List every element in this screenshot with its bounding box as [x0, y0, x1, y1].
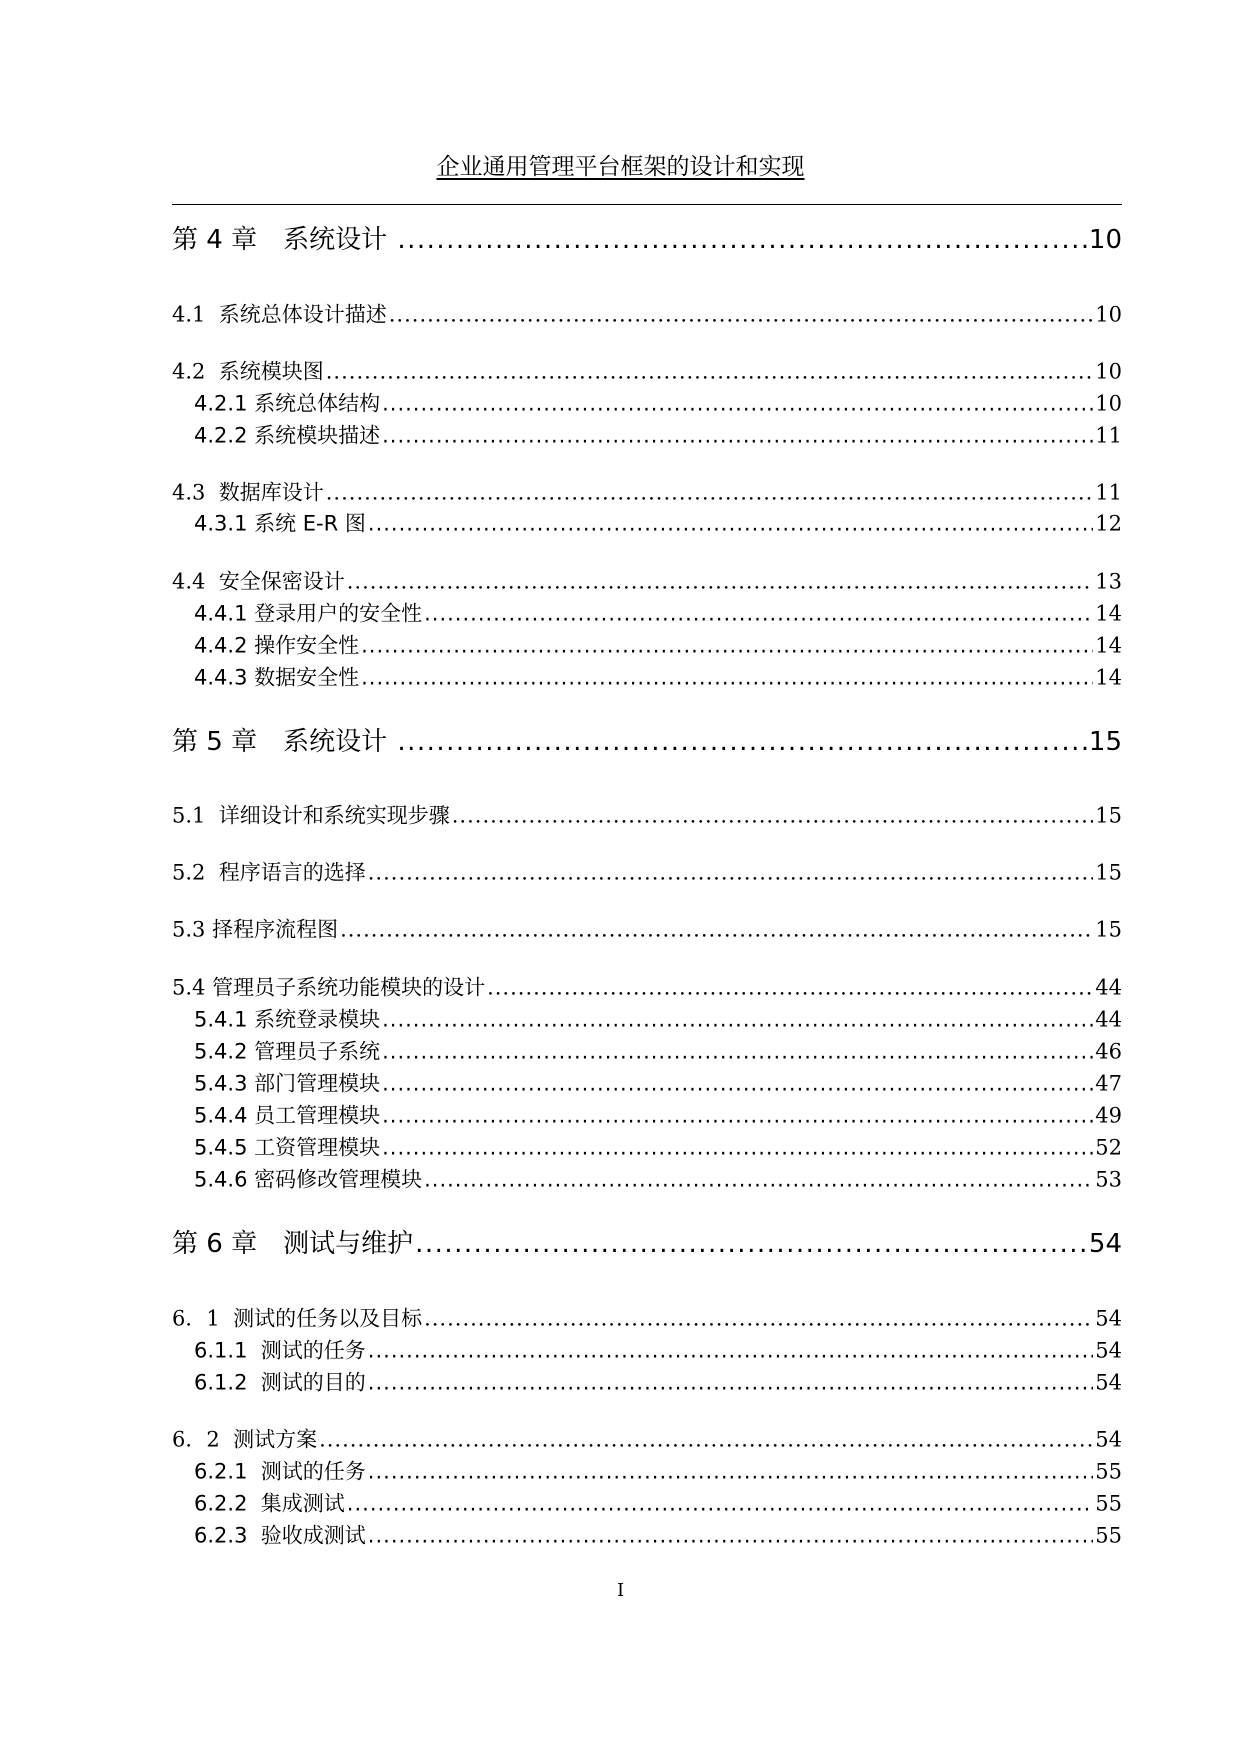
toc-entry-subsection[interactable] [172, 662, 1122, 692]
toc-entry-page-number: 54 [1095, 1370, 1122, 1395]
toc-entry-label: 6.2.2 集成测试 [194, 1491, 345, 1516]
toc-entry-subsection[interactable] [172, 598, 1122, 628]
toc-entry-label: 5.4.6 密码修改管理模块 [194, 1167, 423, 1192]
toc-entry-chapter[interactable] [172, 1223, 1122, 1260]
toc-entry-subsection[interactable] [172, 1132, 1122, 1162]
toc-leader-dots [389, 303, 1094, 327]
toc-entry-page-number: 14 [1095, 601, 1122, 626]
toc-entry-label: 4.2.2 系统模块描述 [194, 423, 381, 448]
toc-entry-page-number: 54 [1095, 1427, 1122, 1452]
toc-entry-label: 4.4.1 登录用户的安全性 [194, 601, 423, 626]
toc-entry-label: 4.2 系统模块图 [172, 359, 324, 384]
toc-entry-section[interactable] [172, 800, 1122, 830]
toc-entry-label: 第 4 章 系统设计 [172, 225, 396, 256]
toc-entry-subsection[interactable] [172, 1164, 1122, 1194]
toc-entry-page-number: 44 [1095, 1007, 1122, 1032]
toc-entry-label: 第 6 章 测试与维护 [172, 1229, 414, 1260]
toc-leader-dots [424, 602, 1093, 626]
toc-entry-page-number: 15 [1095, 917, 1122, 942]
toc-entry-page-number: 15 [1095, 803, 1122, 828]
toc-leader-dots [382, 1136, 1093, 1160]
toc-entry-subsection[interactable] [172, 1068, 1122, 1098]
toc-leader-dots [347, 1492, 1093, 1516]
toc-entry-label: 第 5 章 系统设计 [172, 727, 396, 758]
toc-entry-label: 6.2.1 测试的任务 [194, 1459, 366, 1484]
toc-entry-section[interactable] [172, 477, 1122, 507]
toc-entry-subsection[interactable] [172, 420, 1122, 450]
toc-entry-subsection[interactable] [172, 1335, 1122, 1365]
toc-entry-label: 5.1 详细设计和系统实现步骤 [172, 803, 450, 828]
toc-entry-section[interactable] [172, 1424, 1122, 1454]
header-rule [172, 204, 1122, 205]
toc-entry-page-number: 52 [1095, 1135, 1122, 1160]
toc-entry-page-number: 54 [1088, 1229, 1122, 1260]
toc-leader-dots [368, 1524, 1093, 1548]
toc-entry-section[interactable] [172, 914, 1122, 944]
toc-entry-label: 6．2 测试方案 [172, 1427, 318, 1452]
toc-entry-label: 6．1 测试的任务以及目标 [172, 1306, 423, 1331]
toc-entry-subsection[interactable] [172, 1004, 1122, 1034]
toc-leader-dots [424, 1307, 1093, 1331]
toc-leader-dots [382, 424, 1093, 448]
toc-leader-dots [397, 225, 1087, 255]
toc-entry-page-number: 54 [1095, 1306, 1122, 1331]
toc-entry-label: 4.3.1 系统 E-R 图 [194, 511, 366, 536]
toc-leader-dots [382, 392, 1093, 416]
toc-leader-dots [326, 360, 1094, 384]
toc-entry-chapter[interactable] [172, 219, 1122, 256]
toc-entry-section[interactable] [172, 972, 1122, 1002]
toc-entry-page-number: 49 [1095, 1103, 1122, 1128]
toc-leader-dots [424, 1168, 1093, 1192]
toc-leader-dots [368, 861, 1094, 885]
toc-entry-section[interactable] [172, 1303, 1122, 1333]
toc-entry-page-number: 15 [1088, 727, 1122, 758]
toc-leader-dots [319, 1428, 1093, 1452]
toc-entry-section[interactable] [172, 299, 1122, 329]
toc-entry-label: 5.4.1 系统登录模块 [194, 1007, 381, 1032]
toc-entry-page-number: 55 [1095, 1523, 1122, 1548]
toc-entry-page-number: 47 [1095, 1071, 1122, 1096]
toc-leader-dots [326, 481, 1094, 505]
toc-leader-dots [415, 1229, 1087, 1259]
toc-leader-dots [397, 727, 1087, 757]
toc-entry-page-number: 11 [1095, 480, 1122, 505]
toc-entry-page-number: 10 [1095, 302, 1122, 327]
toc-entry-label: 5.4 管理员子系统功能模块的设计 [172, 975, 486, 1000]
toc-leader-dots [368, 1371, 1093, 1395]
toc-entry-label: 5.4.3 部门管理模块 [194, 1071, 381, 1096]
toc-entry-subsection[interactable] [172, 630, 1122, 660]
toc-entry-page-number: 10 [1095, 359, 1122, 384]
toc-entry-page-number: 10 [1088, 225, 1122, 256]
toc-leader-dots [368, 512, 1093, 536]
toc-entry-label: 6.1.2 测试的目的 [194, 1370, 366, 1395]
toc-entry-label: 5.4.5 工资管理模块 [194, 1135, 381, 1160]
toc-leader-dots [382, 1040, 1093, 1064]
toc-entry-section[interactable] [172, 356, 1122, 386]
toc-entry-subsection[interactable] [172, 388, 1122, 418]
toc-leader-dots [361, 666, 1093, 690]
toc-leader-dots [382, 1104, 1093, 1128]
toc-entry-page-number: 11 [1095, 423, 1122, 448]
toc-entry-label: 4.4.3 数据安全性 [194, 665, 360, 690]
page-number: I [616, 1580, 625, 1601]
toc-entry-page-number: 54 [1095, 1338, 1122, 1363]
toc-entry-section[interactable] [172, 566, 1122, 596]
running-header-title: 企业通用管理平台框架的设计和实现 [436, 154, 805, 180]
toc-entry-subsection[interactable] [172, 1100, 1122, 1130]
toc-entry-page-number: 14 [1095, 633, 1122, 658]
toc-entry-subsection[interactable] [172, 1456, 1122, 1486]
toc-entry-subsection[interactable] [172, 1520, 1122, 1550]
toc-entry-page-number: 10 [1095, 391, 1122, 416]
toc-entry-label: 6.1.1 测试的任务 [194, 1338, 366, 1363]
toc-entry-label: 4.2.1 系统总体结构 [194, 391, 381, 416]
toc-entry-label: 5.2 程序语言的选择 [172, 860, 366, 885]
toc-entry-subsection[interactable] [172, 508, 1122, 538]
toc-entry-label: 4.4.2 操作安全性 [194, 633, 360, 658]
toc-entry-page-number: 13 [1095, 569, 1122, 594]
toc-entry-chapter[interactable] [172, 721, 1122, 758]
toc-entry-label: 5.4.4 员工管理模块 [194, 1103, 381, 1128]
toc-entry-subsection[interactable] [172, 1367, 1122, 1397]
toc-leader-dots [368, 1339, 1093, 1363]
toc-entry-label: 6.2.3 验收成测试 [194, 1523, 366, 1548]
toc-leader-dots [361, 634, 1093, 658]
toc-entry-page-number: 44 [1095, 975, 1122, 1000]
toc-entry-label: 5.4.2 管理员子系统 [194, 1039, 381, 1064]
toc-leader-dots [487, 976, 1093, 1000]
toc-entry-label: 4.1 系统总体设计描述 [172, 302, 387, 327]
toc-entry-label: 4.3 数据库设计 [172, 480, 324, 505]
toc-leader-dots [452, 804, 1094, 828]
toc-leader-dots [382, 1072, 1093, 1096]
toc-leader-dots [347, 570, 1094, 594]
toc-entry-page-number: 15 [1095, 860, 1122, 885]
toc-entry-page-number: 55 [1095, 1459, 1122, 1484]
toc-entry-page-number: 14 [1095, 665, 1122, 690]
toc-entry-page-number: 12 [1095, 511, 1122, 536]
toc-entry-page-number: 46 [1095, 1039, 1122, 1064]
toc-entry-subsection[interactable] [172, 1488, 1122, 1518]
toc-entry-page-number: 53 [1095, 1167, 1122, 1192]
toc-entry-section[interactable] [172, 857, 1122, 887]
toc-entry-label: 4.4 安全保密设计 [172, 569, 345, 594]
toc-leader-dots [340, 918, 1093, 942]
toc-leader-dots [368, 1460, 1093, 1484]
toc-entry-subsection[interactable] [172, 1036, 1122, 1066]
toc-entry-page-number: 55 [1095, 1491, 1122, 1516]
toc-entry-label: 5.3 择程序流程图 [172, 917, 339, 942]
toc-leader-dots [382, 1008, 1093, 1032]
